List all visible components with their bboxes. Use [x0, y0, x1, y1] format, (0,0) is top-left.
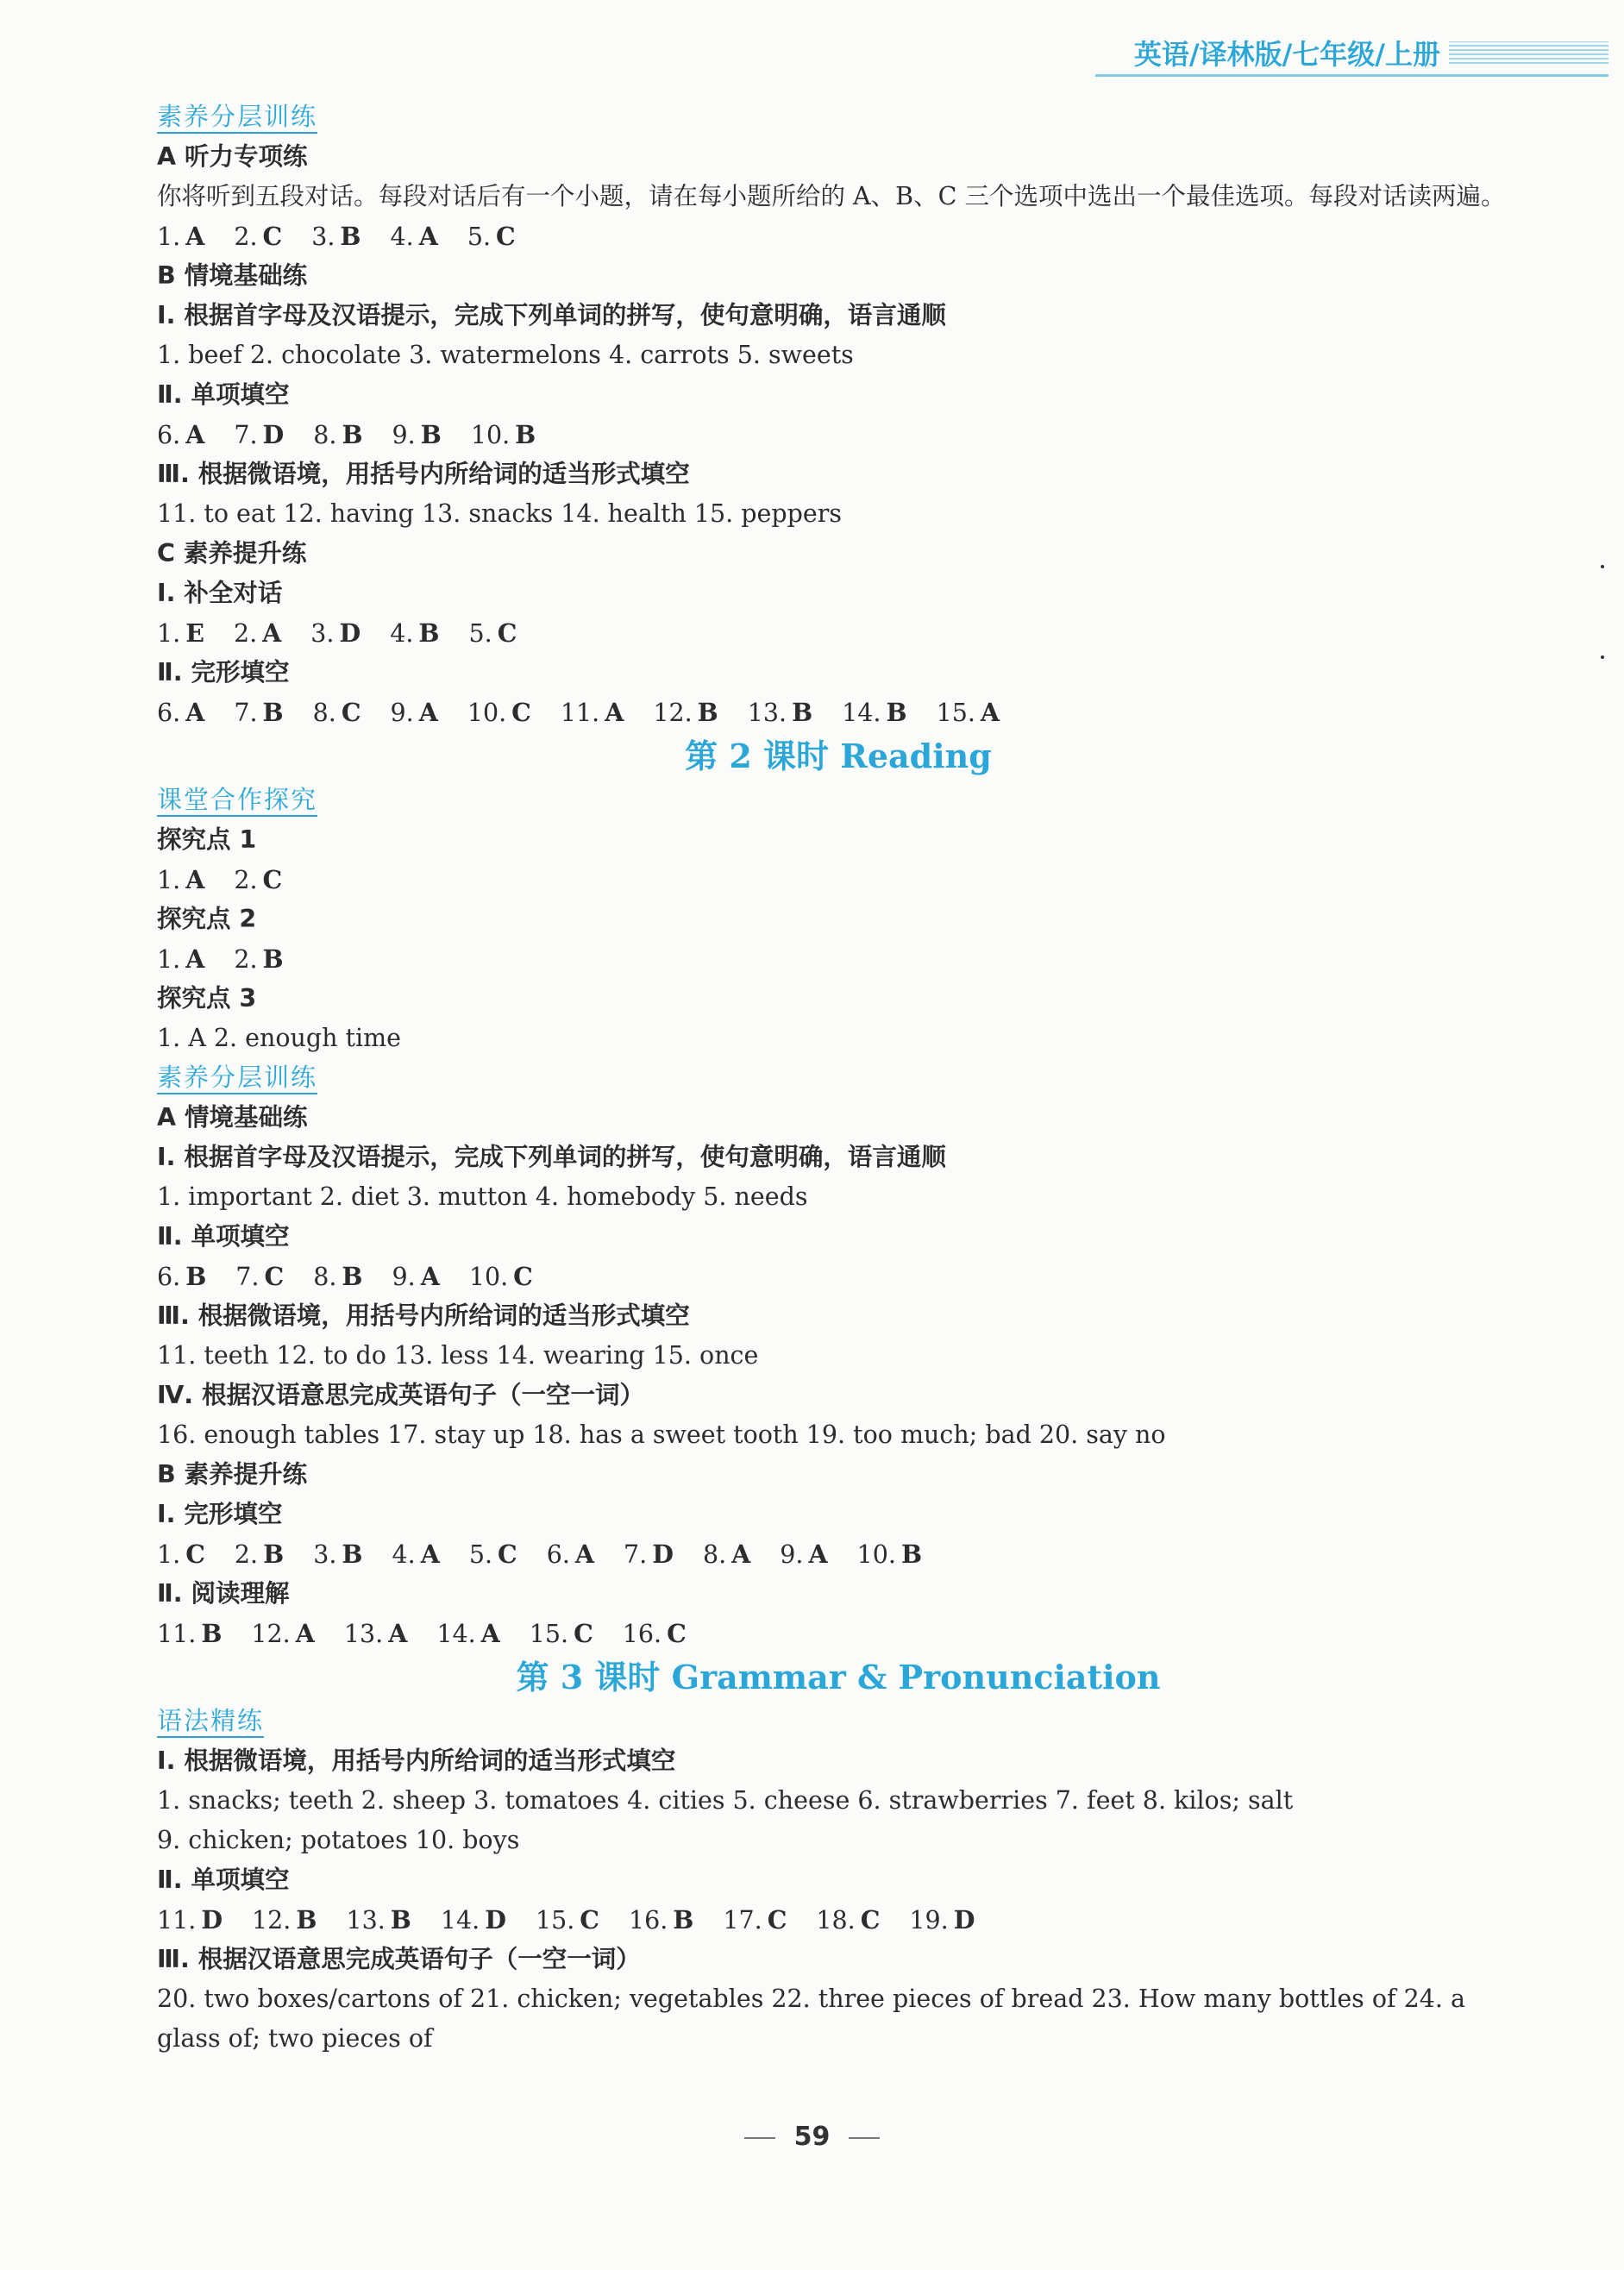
answer-item	[234, 860, 282, 900]
answer-item	[313, 1534, 362, 1575]
answer-number: 3.	[311, 223, 335, 251]
answer-line	[157, 1257, 1520, 1296]
answer-text-line: 1. snacks; teeth 2. sheep 3. tomatoes 4. cities 5. cheese 6. strawberries 7. feet 8. kilos; salt	[157, 1786, 1294, 1815]
answer-number: 1.	[157, 1540, 181, 1569]
answer-item	[467, 216, 516, 257]
answer-item	[748, 693, 812, 733]
answer-content	[157, 97, 1520, 2059]
answer-choice: C	[513, 1262, 533, 1291]
answer-choice: A	[980, 698, 1000, 727]
answer-item	[842, 693, 906, 733]
section-heading	[157, 1702, 1520, 1741]
section-heading-text: 课堂合作探究	[157, 785, 317, 817]
answer-number: 19.	[909, 1906, 949, 1935]
footer-dash	[849, 2137, 880, 2139]
exercise-heading: Ⅱ. 完形填空	[157, 658, 290, 687]
answer-choice: C	[264, 1262, 285, 1291]
answer-choice: B	[296, 1905, 317, 1935]
answer-line	[157, 1534, 1520, 1574]
exercise-heading: Ⅰ. 根据首字母及汉语提示，完成下列单词的拼写，使句意明确，语言通顺	[157, 301, 946, 329]
answer-number: 3.	[313, 1540, 337, 1569]
answer-choice: B	[418, 618, 440, 648]
margin-dot	[1601, 565, 1604, 568]
answer-number: 6.	[157, 699, 181, 727]
answer-number: 12.	[251, 1620, 291, 1648]
answer-choice: B	[262, 944, 284, 974]
answer-number: 4.	[390, 619, 414, 648]
exercise-heading: B 情境基础练	[157, 261, 308, 290]
answer-number: 9.	[392, 1263, 416, 1291]
answer-item	[391, 693, 438, 733]
answer-number: 14.	[440, 1906, 480, 1935]
answer-item	[441, 1900, 506, 1941]
answer-choice: D	[485, 1905, 506, 1935]
answer-number: 15.	[529, 1620, 569, 1648]
answer-item	[469, 1534, 517, 1575]
answer-choice: B	[342, 420, 363, 449]
answer-text-line: 你将听到五段对话。每段对话后有一个小题，请在每小题所给的 A、B、C 三个选项中选出一个最佳选项。每段对话读两遍。	[157, 182, 1506, 210]
answer-choice: C	[580, 1905, 599, 1935]
answer-number: 10.	[468, 1263, 509, 1291]
answer-choice: A	[574, 1539, 595, 1569]
answer-text-line: 20. two boxes/cartons of 21. chicken; vegetables 22. three pieces of bread 23. How many bottles of 24. a glass of; two pieces of	[157, 1985, 1466, 2053]
answer-text-line: 11. to eat 12. having 13. snacks 14. health 15. peppers	[157, 499, 842, 528]
answer-number: 16.	[628, 1906, 668, 1935]
page-footer	[0, 2122, 1624, 2152]
answer-item	[629, 1900, 693, 1941]
answer-item	[251, 1614, 314, 1654]
answer-number: 2.	[234, 945, 258, 974]
answer-choice: A	[185, 420, 205, 449]
exercise-heading: Ⅰ. 根据微语境，用括号内所给词的适当形式填空	[157, 1746, 676, 1775]
answer-choice: A	[420, 1539, 440, 1569]
section-heading	[157, 1058, 1520, 1098]
answer-item	[157, 1257, 206, 1297]
answer-item	[313, 693, 361, 733]
answer-line	[157, 693, 1520, 732]
answer-choice: A	[262, 618, 282, 648]
answer-line	[157, 939, 1520, 979]
answer-number: 18.	[816, 1906, 856, 1935]
exercise-heading: Ⅰ. 根据首字母及汉语提示，完成下列单词的拼写，使句意明确，语言通顺	[157, 1143, 946, 1171]
answer-choice: B	[515, 420, 536, 449]
answer-number: 9.	[390, 699, 414, 727]
answer-number: 10.	[470, 421, 511, 449]
answer-number: 6.	[157, 421, 181, 449]
answer-number: 1.	[157, 866, 181, 894]
answer-item	[157, 613, 204, 654]
answer-item	[723, 1900, 787, 1941]
answer-number: 8.	[312, 699, 336, 727]
answer-number: 8.	[313, 421, 337, 449]
answer-choice: A	[420, 1262, 440, 1291]
answer-number: 9.	[392, 421, 416, 449]
margin-dot	[1601, 655, 1604, 659]
answer-number: 7.	[235, 1263, 260, 1291]
answer-number: 13.	[346, 1906, 386, 1935]
lesson-title: 第 3 课时 Grammar & Pronunciation	[516, 1658, 1161, 1696]
answer-number: 5.	[467, 223, 492, 251]
answer-choice: C	[498, 1539, 517, 1569]
answer-item	[234, 216, 282, 257]
answer-choice: D	[652, 1539, 674, 1569]
answer-number: 1.	[157, 945, 181, 974]
answer-choice: A	[731, 1539, 751, 1569]
answer-choice: C	[667, 1619, 687, 1648]
answer-number: 9.	[780, 1540, 804, 1569]
answer-number: 10.	[856, 1540, 896, 1569]
answer-choice: B	[201, 1619, 223, 1648]
header-decoration	[1449, 41, 1608, 64]
answer-number: 4.	[390, 223, 414, 251]
header-rule	[1095, 74, 1608, 77]
page-number: 59	[793, 2122, 831, 2152]
answer-item	[561, 693, 624, 733]
answer-number: 2.	[234, 223, 258, 251]
section-heading-text: 素养分层训练	[157, 1063, 317, 1094]
answer-item	[937, 693, 1000, 733]
answer-number: 2.	[233, 619, 258, 648]
answer-choice: E	[185, 618, 204, 648]
answer-number: 8.	[313, 1263, 337, 1291]
answer-choice: A	[185, 698, 205, 727]
exercise-heading: A 听力专项练	[157, 142, 308, 171]
answer-number: 2.	[234, 1540, 259, 1569]
answer-item	[234, 415, 284, 455]
answer-item	[157, 1614, 222, 1654]
answer-item	[857, 1534, 922, 1575]
answer-choice: D	[201, 1905, 223, 1935]
answer-item	[467, 693, 531, 733]
answer-item	[703, 1534, 750, 1575]
answer-item	[235, 1534, 284, 1575]
page-header	[1134, 33, 1608, 72]
answer-choice: A	[185, 944, 205, 974]
answer-item	[157, 939, 204, 980]
answer-item	[653, 693, 718, 733]
answer-number: 6.	[157, 1263, 181, 1291]
exercise-heading: Ⅲ. 根据微语境，用括号内所给词的适当形式填空	[157, 460, 690, 488]
answer-number: 1.	[157, 619, 181, 648]
answer-choice: B	[792, 698, 813, 727]
answer-item	[392, 1534, 439, 1575]
answer-line	[157, 216, 1520, 256]
answer-item	[157, 1534, 205, 1575]
answer-number: 15.	[535, 1906, 575, 1935]
section-heading-text: 素养分层训练	[157, 102, 317, 134]
answer-number: 4.	[392, 1540, 416, 1569]
answer-number: 11.	[560, 699, 600, 727]
answer-text-line: 1. beef 2. chocolate 3. watermelons 4. carrots 5. sweets	[157, 341, 854, 369]
answer-item	[624, 1534, 674, 1575]
answer-item	[909, 1900, 975, 1941]
exercise-heading: 探究点 3	[157, 984, 257, 1013]
answer-choice: C	[262, 222, 283, 251]
answer-item	[816, 1900, 880, 1941]
answer-choice: C	[767, 1905, 787, 1935]
answer-item	[157, 216, 204, 257]
exercise-heading: Ⅳ. 根据汉语意思完成英语句子（一空一词）	[157, 1381, 645, 1409]
book-title: 英语/译林版/七年级/上册	[1133, 38, 1440, 71]
answer-choice: B	[185, 1262, 207, 1291]
answer-item	[234, 939, 283, 980]
answer-number: 3.	[310, 619, 335, 648]
answer-item	[468, 613, 517, 654]
answer-item	[157, 415, 204, 455]
answer-text-line: 1. important 2. diet 3. mutton 4. homebody 5. needs	[157, 1182, 808, 1211]
answer-line	[157, 1614, 1520, 1653]
answer-number: 12.	[653, 699, 693, 727]
answer-choice: C	[185, 1539, 205, 1569]
exercise-heading: Ⅲ. 根据汉语意思完成英语句子（一空一词）	[157, 1945, 641, 1973]
section-heading	[157, 97, 1520, 137]
answer-choice: D	[953, 1905, 975, 1935]
answer-item	[469, 1257, 533, 1297]
footer-dash	[744, 2137, 775, 2139]
answer-number: 2.	[234, 866, 258, 894]
answer-item	[346, 1900, 411, 1941]
answer-number: 13.	[747, 699, 787, 727]
exercise-heading: Ⅰ. 补全对话	[157, 579, 283, 607]
answer-choice: A	[808, 1539, 828, 1569]
answer-choice: A	[418, 698, 438, 727]
answer-number: 16.	[622, 1620, 662, 1648]
answer-item	[392, 415, 442, 455]
answer-item	[234, 613, 281, 654]
answer-item	[157, 860, 204, 900]
answer-item	[157, 1900, 223, 1941]
answer-choice: B	[900, 1539, 923, 1569]
exercise-heading: Ⅱ. 阅读理解	[157, 1579, 290, 1608]
answer-number: 5.	[468, 619, 492, 648]
answer-choice: A	[388, 1619, 408, 1648]
answer-number: 7.	[234, 421, 258, 449]
answer-item	[234, 693, 283, 733]
exercise-heading: C 素养提升练	[157, 539, 307, 568]
answer-text-line: 16. enough tables 17. stay up 18. has a sweet tooth 19. too much; bad 20. say no	[157, 1420, 1166, 1449]
answer-item	[344, 1614, 407, 1654]
answer-item	[780, 1534, 827, 1575]
section-heading	[157, 781, 1520, 820]
answer-number: 7.	[234, 699, 258, 727]
answer-line	[157, 613, 1520, 653]
answer-number: 12.	[252, 1906, 292, 1935]
exercise-heading: Ⅱ. 单项填空	[157, 1866, 290, 1894]
exercise-heading: B 素养提升练	[157, 1460, 308, 1489]
answer-item	[390, 613, 439, 654]
answer-choice: A	[605, 698, 624, 727]
answer-choice: B	[340, 222, 361, 251]
answer-choice: C	[574, 1619, 593, 1648]
answer-choice: B	[342, 1539, 363, 1569]
answer-choice: B	[262, 698, 284, 727]
answer-number: 11.	[157, 1906, 197, 1935]
answer-item	[313, 1257, 362, 1297]
answer-number: 10.	[467, 699, 507, 727]
answer-item	[311, 216, 361, 257]
answer-choice: B	[342, 1262, 363, 1291]
answer-choice: D	[339, 618, 361, 648]
answer-number: 13.	[343, 1620, 384, 1648]
answer-item	[547, 1534, 594, 1575]
answer-choice: C	[262, 865, 283, 894]
answer-choice: A	[185, 865, 205, 894]
exercise-heading: Ⅱ. 单项填空	[157, 380, 290, 409]
answer-line	[157, 1900, 1520, 1940]
answer-number: 11.	[157, 1620, 197, 1648]
exercise-heading: Ⅲ. 根据微语境，用括号内所给词的适当形式填空	[157, 1301, 690, 1330]
answer-choice: B	[697, 698, 718, 727]
answer-item	[623, 1614, 687, 1654]
answer-choice: C	[511, 698, 531, 727]
answer-item	[235, 1257, 284, 1297]
answer-item	[536, 1900, 599, 1941]
answer-number: 7.	[624, 1540, 648, 1569]
answer-item	[392, 1257, 439, 1297]
answer-number: 8.	[702, 1540, 727, 1569]
section-heading-text: 语法精练	[157, 1706, 264, 1738]
answer-choice: B	[390, 1905, 411, 1935]
answer-number: 6.	[546, 1540, 570, 1569]
answer-choice: C	[496, 222, 516, 251]
answer-number: 1.	[157, 223, 181, 251]
answer-text-line: 11. teeth 12. to do 13. less 14. wearing 15. once	[157, 1341, 759, 1370]
answer-item	[313, 415, 362, 455]
answer-choice: B	[420, 420, 442, 449]
exercise-heading: 探究点 1	[157, 825, 257, 854]
answer-choice: A	[185, 222, 205, 251]
exercise-heading: 探究点 2	[157, 905, 257, 933]
answer-line	[157, 860, 1520, 900]
answer-item	[530, 1614, 593, 1654]
answer-item	[157, 693, 204, 733]
answer-choice: C	[341, 698, 361, 727]
answer-number: 5.	[468, 1540, 493, 1569]
answer-item	[471, 415, 536, 455]
answer-text-line: 9. chicken; potatoes 10. boys	[157, 1826, 520, 1854]
answer-item	[252, 1900, 317, 1941]
answer-choice: A	[418, 222, 438, 251]
answer-choice: D	[262, 420, 285, 449]
answer-number: 15.	[936, 699, 975, 727]
answer-item	[391, 216, 438, 257]
answer-number: 14.	[842, 699, 881, 727]
answer-choice: C	[860, 1905, 881, 1935]
exercise-heading: Ⅰ. 完形填空	[157, 1500, 283, 1528]
answer-choice: B	[263, 1539, 285, 1569]
answer-choice: C	[497, 618, 517, 648]
answer-choice: A	[295, 1619, 315, 1648]
exercise-heading: A 情境基础练	[157, 1103, 308, 1132]
answer-choice: A	[480, 1619, 500, 1648]
answer-choice: B	[886, 698, 907, 727]
answer-choice: B	[673, 1905, 694, 1935]
answer-number: 17.	[723, 1906, 762, 1935]
answer-item	[310, 613, 361, 654]
lesson-title: 第 2 课时 Reading	[685, 737, 992, 775]
answer-text-line: 1. A 2. enough time	[157, 1024, 401, 1052]
answer-number: 14.	[436, 1620, 476, 1648]
answer-item	[436, 1614, 499, 1654]
exercise-heading: Ⅱ. 单项填空	[157, 1222, 290, 1251]
answer-line	[157, 415, 1520, 455]
